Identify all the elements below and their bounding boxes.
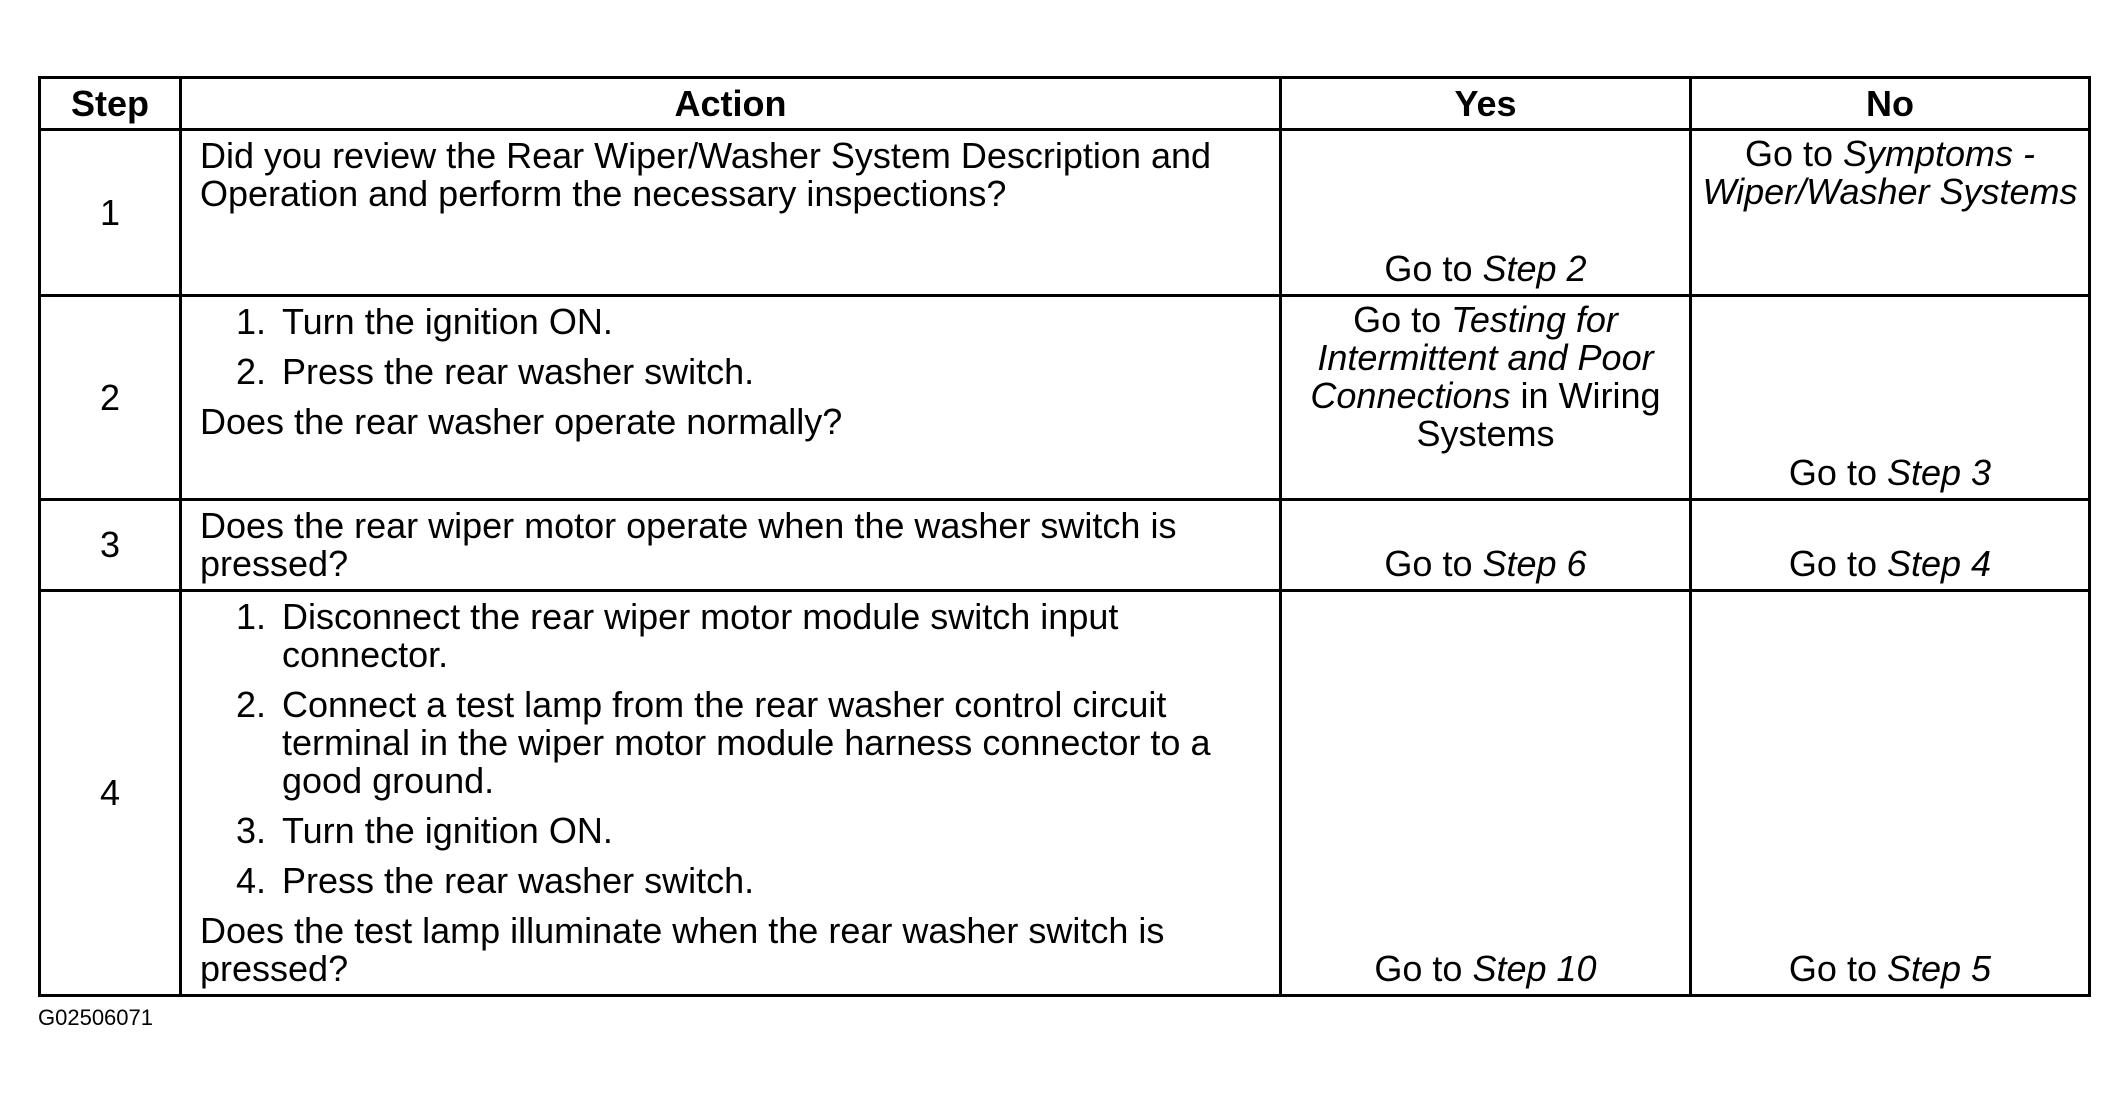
substep-number: 2. — [235, 351, 266, 392]
yes-cell — [1281, 296, 1691, 500]
no-prefix: Go to — [1788, 543, 1887, 584]
substep-text: Press the rear washer switch. — [282, 860, 755, 901]
no-ref: Step 5 — [1886, 948, 1992, 989]
substep-number: 1. — [235, 301, 266, 342]
header-no: No — [1691, 78, 2090, 130]
substep-number: 3. — [235, 810, 266, 851]
no-cell — [1691, 130, 2090, 296]
header-step: Step — [40, 78, 181, 130]
substep-text: Disconnect the rear wiper motor module switch input connector. — [282, 596, 1119, 675]
diagnostic-table — [38, 76, 2091, 997]
no-prefix: Go to — [1788, 452, 1887, 493]
action-question: Does the rear washer operate normally? — [200, 401, 843, 442]
substep-text: Turn the ignition ON. — [282, 810, 613, 851]
yes-prefix: Go to — [1384, 543, 1483, 584]
action-question: Does the rear wiper motor operate when the washer switch is pressed? — [200, 505, 1177, 584]
substep-item — [200, 303, 1261, 341]
table-row — [40, 500, 2090, 591]
table-row — [40, 130, 2090, 296]
yes-prefix: Go to — [1374, 948, 1473, 989]
substep-list — [200, 598, 1261, 900]
yes-cell — [1281, 591, 1691, 996]
substep-number: 1. — [235, 596, 266, 637]
step-number: 3 — [40, 500, 181, 591]
table-row — [40, 296, 2090, 500]
no-cell — [1691, 591, 2090, 996]
action-cell — [181, 591, 1281, 996]
no-ref: Symptoms - Wiper/Washer Systems — [1702, 133, 2078, 212]
substep-list — [200, 303, 1261, 391]
header-yes: Yes — [1281, 78, 1691, 130]
no-ref: Step 3 — [1886, 452, 1992, 493]
action-question: Did you review the Rear Wiper/Washer System Description and Operation and perform the necessary inspections? — [200, 135, 1212, 214]
substep-text: Press the rear washer switch. — [282, 351, 755, 392]
yes-ref: Step 2 — [1482, 248, 1587, 289]
figure-id: G02506071 — [38, 1005, 153, 1030]
no-cell — [1691, 500, 2090, 591]
substep-item — [200, 862, 1261, 900]
yes-cell — [1281, 500, 1691, 591]
no-prefix: Go to — [1744, 133, 1844, 174]
action-cell — [181, 130, 1281, 296]
yes-cell — [1281, 130, 1691, 296]
step-number: 2 — [40, 296, 181, 500]
yes-suffix: in Wiring Systems — [1416, 375, 1661, 454]
no-prefix: Go to — [1788, 948, 1887, 989]
table-row — [40, 591, 2090, 996]
substep-item — [200, 812, 1261, 850]
substep-item — [200, 686, 1261, 800]
step-number: 4 — [40, 591, 181, 996]
substep-number: 2. — [235, 684, 266, 725]
substep-item — [200, 353, 1261, 391]
yes-ref: Step 10 — [1472, 948, 1597, 989]
action-cell — [181, 500, 1281, 591]
yes-ref: Testing for Intermittent and Poor Connections — [1310, 299, 1654, 416]
yes-ref: Step 6 — [1482, 543, 1587, 584]
header-action: Action — [181, 78, 1281, 130]
substep-item — [200, 598, 1261, 674]
action-question: Does the test lamp illuminate when the rear washer switch is pressed? — [200, 910, 1165, 989]
yes-prefix: Go to — [1353, 299, 1452, 340]
action-cell — [181, 296, 1281, 500]
header-row — [40, 78, 2090, 130]
substep-text: Connect a test lamp from the rear washer control circuit terminal in the wiper motor module harness connector to a good ground. — [282, 684, 1211, 801]
yes-prefix: Go to — [1384, 248, 1483, 289]
no-ref: Step 4 — [1886, 543, 1992, 584]
substep-text: Turn the ignition ON. — [282, 301, 613, 342]
no-cell — [1691, 296, 2090, 500]
step-number: 1 — [40, 130, 181, 296]
substep-number: 4. — [235, 860, 266, 901]
